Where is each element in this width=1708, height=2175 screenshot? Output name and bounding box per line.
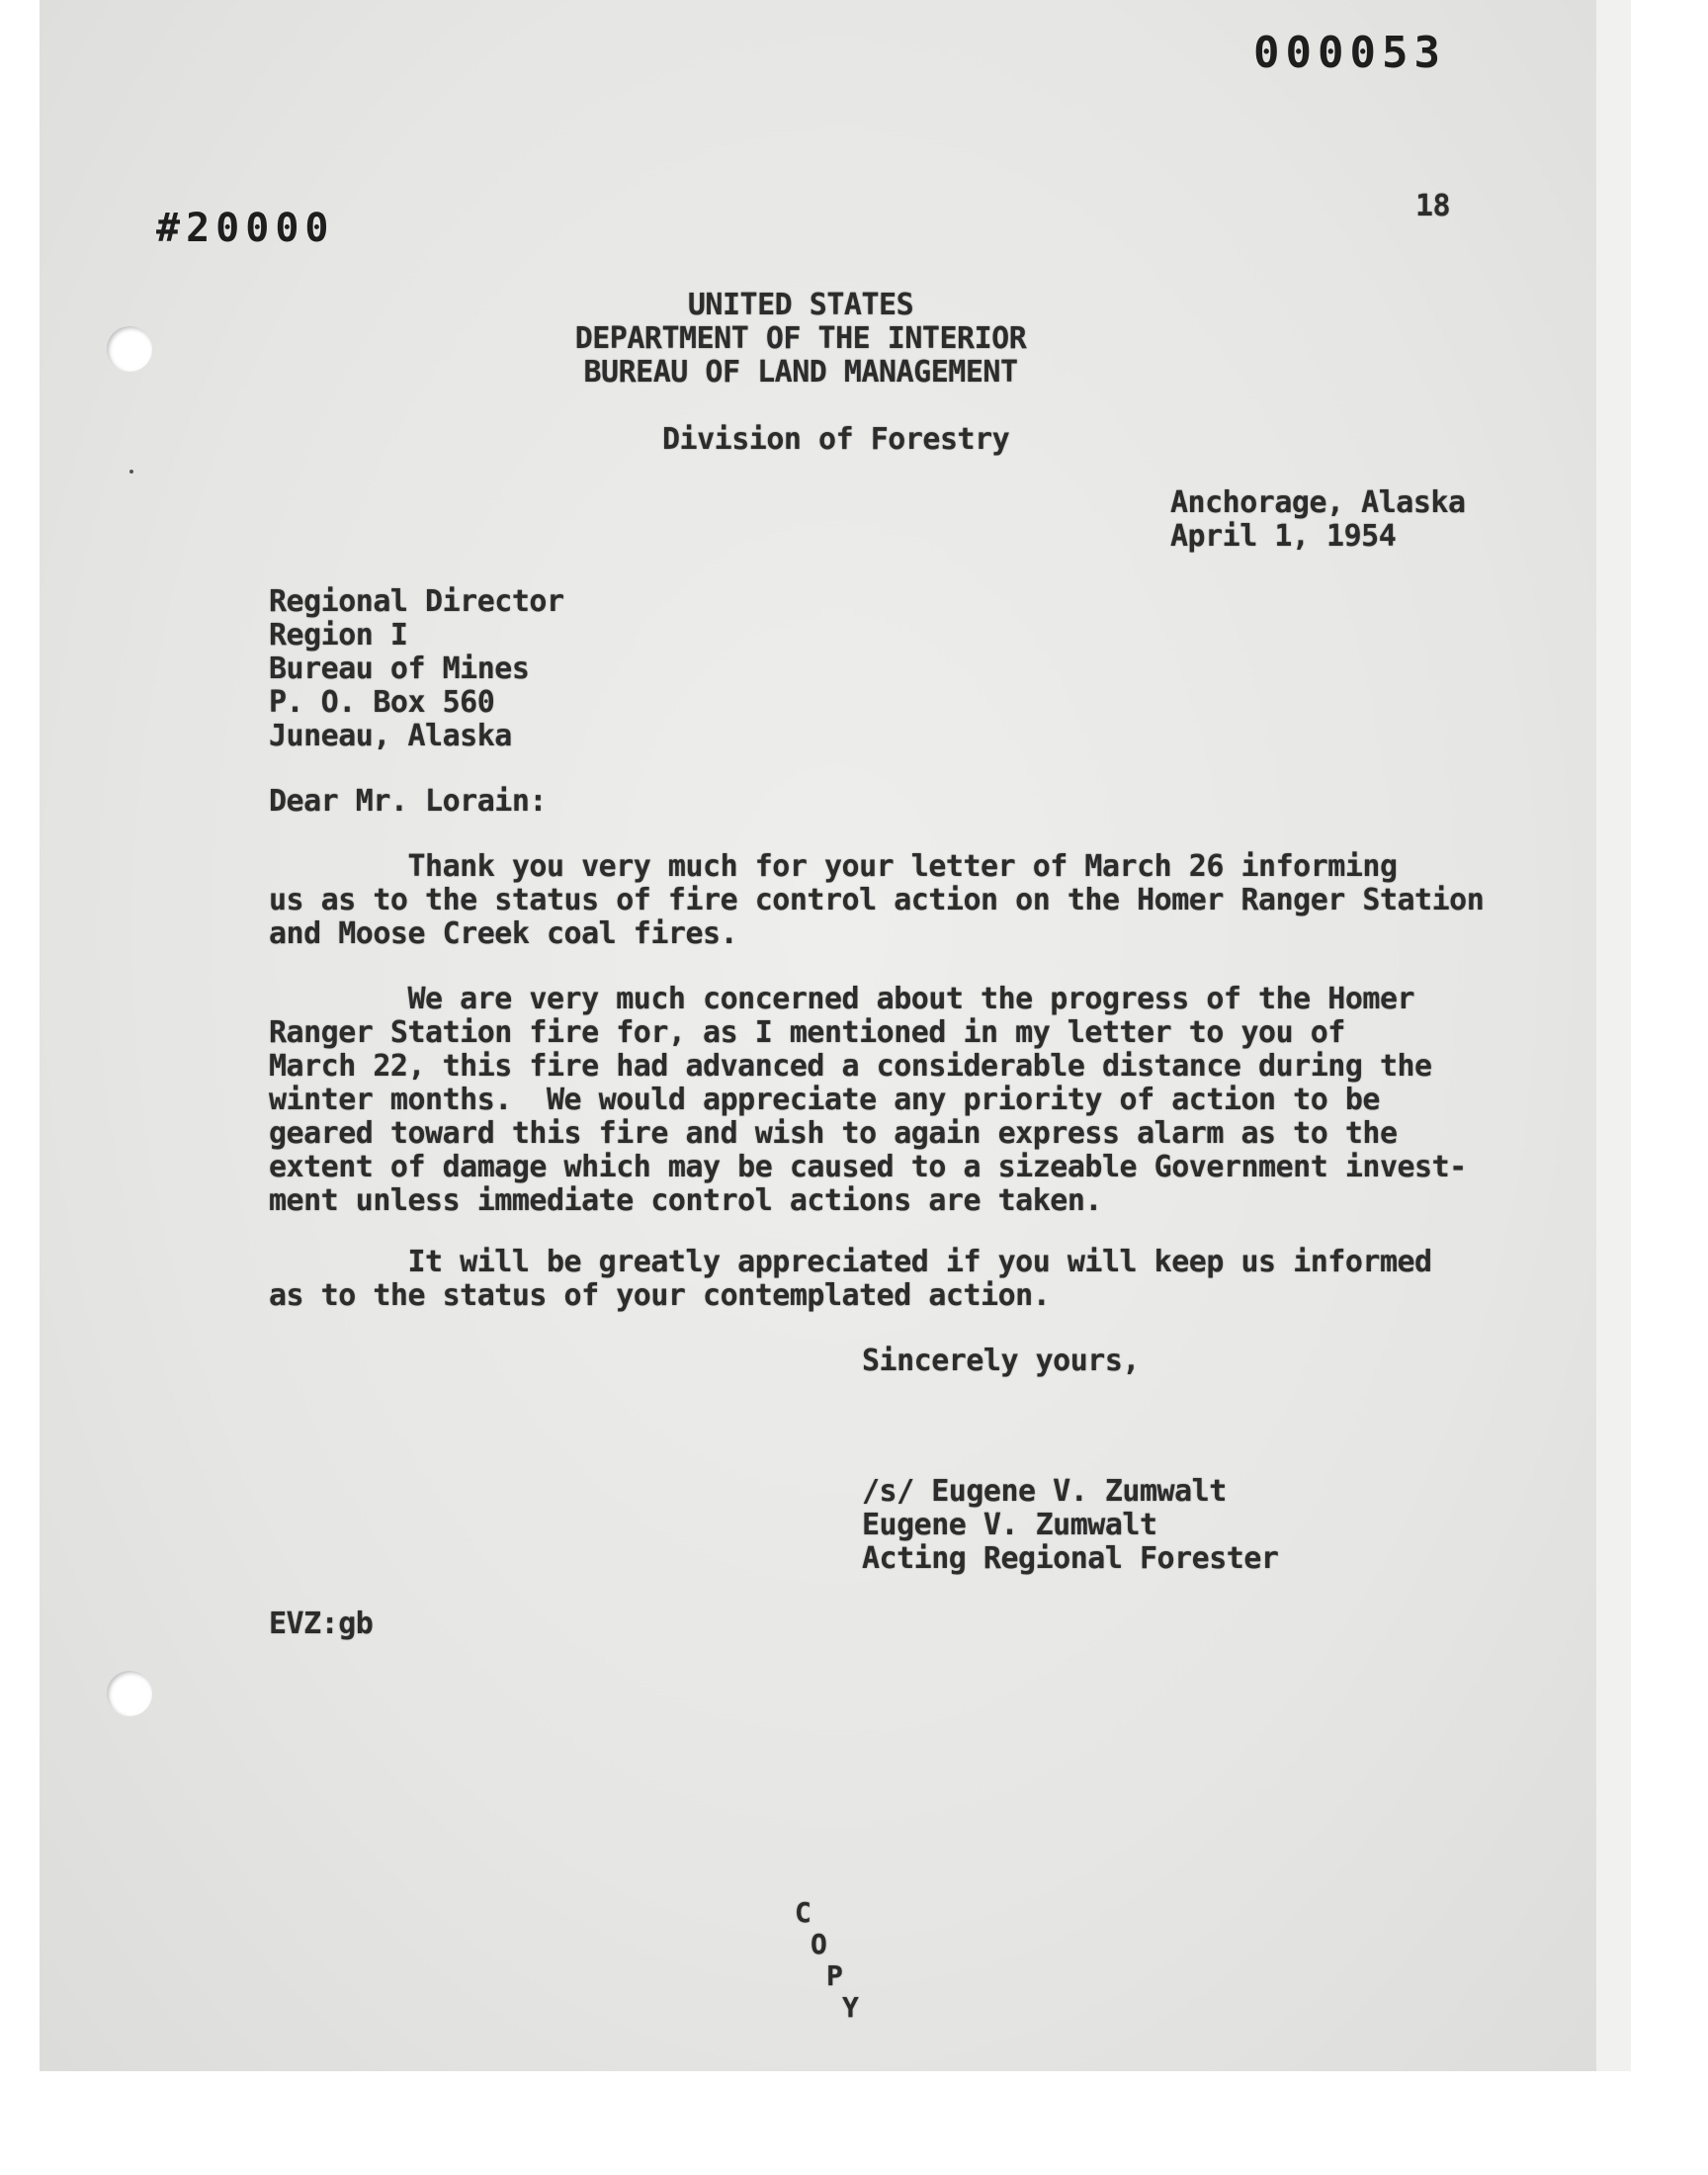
salutation: Dear Mr. Lorain: [269, 784, 547, 819]
paragraph-line: It will be greatly appreciated if you will keep us informed [269, 1245, 1432, 1279]
punch-hole-top [107, 326, 152, 372]
header-line-2: DEPARTMENT OF THE INTERIOR [574, 321, 1027, 356]
copy-letter: P [826, 1959, 843, 1992]
paragraph-line: Thank you very much for your letter of March 26 informing [269, 849, 1398, 884]
letter-date: April 1, 1954 [1170, 519, 1397, 554]
paragraph-line: ment unless immediate control actions are taken. [269, 1183, 1102, 1218]
page-number: 18 [1415, 189, 1451, 223]
paragraph-line: as to the status of your contemplated action. [269, 1278, 1051, 1313]
recipient-line: Bureau of Mines [269, 652, 530, 686]
paper-edge [1596, 0, 1631, 2071]
bates-number-top-right: 000053 [1253, 28, 1446, 78]
paragraph-line: extent of damage which may be caused to a sizeable Government invest- [269, 1150, 1467, 1184]
signature-line: Acting Regional Forester [862, 1541, 1279, 1576]
paragraph-line: Ranger Station fire for, as I mentioned in my letter to you of [269, 1015, 1345, 1050]
signature-line: /s/ Eugene V. Zumwalt [862, 1474, 1227, 1509]
letter-place: Anchorage, Alaska [1170, 485, 1466, 520]
paragraph-line: March 22, this fire had advanced a considerable distance during the [269, 1049, 1432, 1084]
paragraph-line: We are very much concerned about the progress of the Homer [269, 982, 1415, 1016]
copy-letter: C [795, 1896, 811, 1929]
paragraph-line: and Moose Creek coal fires. [269, 916, 738, 951]
division-title: Division of Forestry [662, 422, 1010, 457]
paragraph-line: geared toward this fire and wish to again express alarm as to the [269, 1116, 1398, 1151]
speck [129, 470, 133, 474]
header-line-3: BUREAU OF LAND MANAGEMENT [583, 355, 1018, 390]
header-line-1: UNITED STATES [687, 288, 914, 322]
recipient-line: Regional Director [269, 584, 564, 619]
bates-number-top-left: #20000 [156, 206, 335, 251]
recipient-line: Juneau, Alaska [269, 719, 512, 753]
copy-letter: O [811, 1928, 827, 1960]
paragraph-line: winter months. We would appreciate any priority of action to be [269, 1083, 1380, 1117]
copy-letter: Y [842, 1991, 859, 2024]
typist-initials: EVZ:gb [269, 1607, 374, 1641]
paragraph-line: us as to the status of fire control action on the Homer Ranger Station [269, 883, 1485, 917]
punch-hole-bottom [107, 1671, 152, 1716]
recipient-line: P. O. Box 560 [269, 685, 495, 720]
signature-line: Eugene V. Zumwalt [862, 1508, 1157, 1542]
recipient-line: Region I [269, 618, 408, 652]
closing: Sincerely yours, [862, 1344, 1140, 1378]
